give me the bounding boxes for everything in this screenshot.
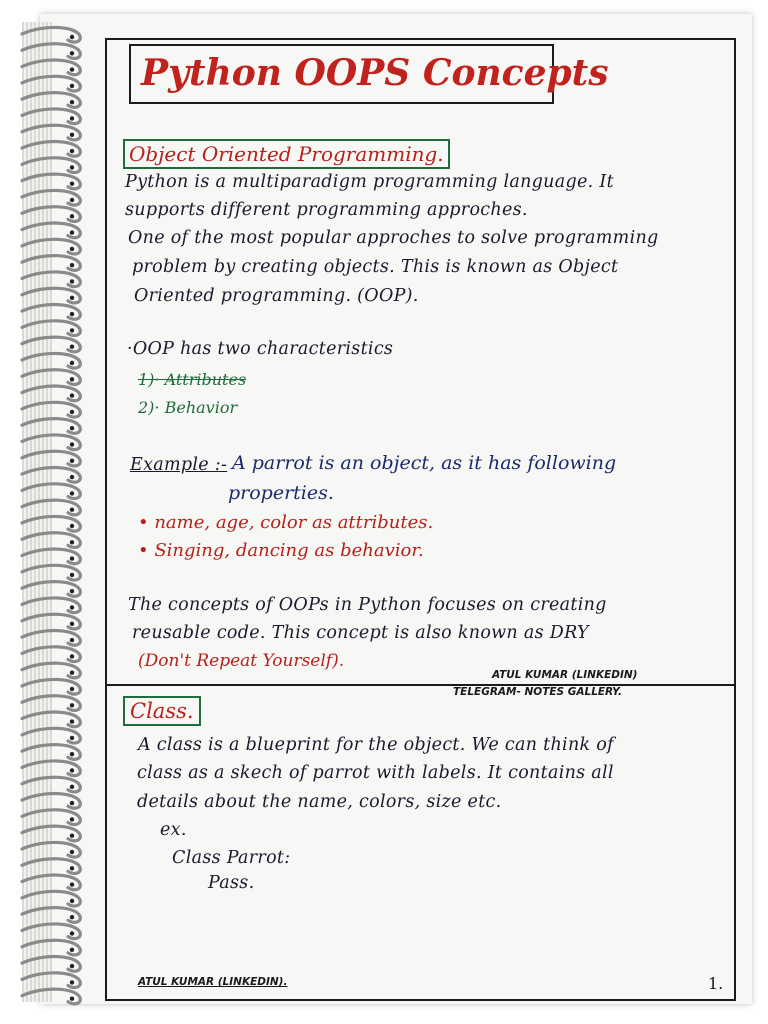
binding-hole [70, 817, 74, 821]
ex-label: ex. [160, 820, 187, 840]
spiral-coil [22, 158, 80, 173]
body-line: Python is a multiparadigm programming language. It [125, 172, 614, 192]
binding-hole [70, 882, 74, 886]
binding-hole [70, 442, 74, 446]
spiral-coil [22, 582, 80, 597]
binding-hole [70, 785, 74, 789]
spiral-coil [22, 93, 80, 108]
example-line: A parrot is an object, as it has following [232, 452, 617, 474]
spiral-coil [22, 826, 80, 841]
conclusion-line: reusable code. This concept is also known as DRY [132, 623, 589, 643]
binding-hole [70, 622, 74, 626]
binding-hole [70, 719, 74, 723]
spiral-coil [22, 696, 80, 711]
spiral-coil [22, 256, 80, 271]
spiral-coil [22, 533, 80, 548]
binding-hole [70, 752, 74, 756]
spiral-coil [22, 353, 80, 368]
binding-hole [70, 866, 74, 870]
binding-hole [70, 67, 74, 71]
binding-hole [70, 850, 74, 854]
spiral-coil [22, 957, 80, 972]
binding-hole [70, 980, 74, 984]
spiral-coil [22, 239, 80, 254]
binding-hole [70, 964, 74, 968]
dry-line: (Don't Repeat Yourself). [138, 651, 345, 671]
binding-hole [70, 459, 74, 463]
binding-hole [70, 899, 74, 903]
spiral-coil [22, 288, 80, 303]
binding-hole [70, 491, 74, 495]
page-number: 1. [708, 974, 724, 993]
binding-hole [70, 345, 74, 349]
spiral-coil [22, 940, 80, 955]
example-label: Example :- [130, 455, 228, 475]
binding-hole [70, 149, 74, 153]
spiral-coil [22, 973, 80, 988]
binding-hole [70, 230, 74, 234]
spiral-coil [22, 761, 80, 776]
binding-hole [70, 116, 74, 120]
binding-hole [70, 312, 74, 316]
binding-hole [70, 51, 74, 55]
spiral-coil [22, 516, 80, 531]
binding-hole [70, 133, 74, 137]
binding-hole [70, 508, 74, 512]
section-divider [105, 684, 736, 686]
spiral-coil [22, 305, 80, 320]
spiral-coil [22, 174, 80, 189]
conclusion-line: The concepts of OOPs in Python focuses on creating [128, 595, 607, 615]
binding-hole [70, 393, 74, 397]
spiral-coil [22, 337, 80, 352]
binding-hole [70, 165, 74, 169]
binding-hole [70, 426, 74, 430]
characteristics-intro: ·OOP has two characteristics [127, 339, 394, 359]
spiral-coil [22, 631, 80, 646]
binding-hole [70, 997, 74, 1001]
spiral-coil [22, 549, 80, 564]
spiral-binding [14, 20, 94, 1010]
spiral-coil [22, 875, 80, 890]
spiral-coil [22, 207, 80, 222]
binding-hole [70, 198, 74, 202]
spiral-coil [22, 484, 80, 499]
spiral-coil [22, 451, 80, 466]
spiral-coil [22, 370, 80, 385]
binding-hole [70, 35, 74, 39]
spiral-coil [22, 223, 80, 238]
bullet-item: • Singing, dancing as behavior. [138, 540, 424, 561]
spiral-coil [22, 272, 80, 287]
binding-hole [70, 703, 74, 707]
binding-hole [70, 296, 74, 300]
bullet-item: • name, age, color as attributes. [138, 512, 434, 533]
binding-hole [70, 247, 74, 251]
section-heading-class: Class. [123, 696, 201, 726]
spiral-coil [22, 842, 80, 857]
spiral-coil [22, 794, 80, 809]
body-line: Oriented programming. (OOP). [134, 286, 419, 306]
spiral-coil [22, 777, 80, 792]
spiral-coil [22, 810, 80, 825]
code-line: Class Parrot: [172, 848, 291, 868]
spiral-coil [22, 468, 80, 483]
spiral-coil [22, 321, 80, 336]
spiral-coil [22, 60, 80, 75]
spiral-coil [22, 663, 80, 678]
spiral-coil [22, 598, 80, 613]
spiral-coil [22, 989, 80, 1004]
spiral-coil [22, 142, 80, 157]
spiral-coil [22, 402, 80, 417]
binding-hole [70, 475, 74, 479]
spiral-coil [22, 44, 80, 59]
characteristic-item: 2)· Behavior [138, 398, 238, 417]
binding-hole [70, 638, 74, 642]
binding-hole [70, 524, 74, 528]
binding-hole [70, 605, 74, 609]
spiral-coil [22, 27, 80, 42]
credit-telegram: TELEGRAM- NOTES GALLERY. [453, 686, 623, 698]
binding-hole [70, 931, 74, 935]
body-line: problem by creating objects. This is known as Object [132, 257, 619, 277]
spiral-coil [22, 712, 80, 727]
binding-hole [70, 361, 74, 365]
binding-hole [70, 948, 74, 952]
binding-hole [70, 654, 74, 658]
binding-hole [70, 214, 74, 218]
footer-credit: ATUL KUMAR (LINKEDIN). [138, 976, 288, 988]
binding-hole [70, 263, 74, 267]
spiral-coil [22, 745, 80, 760]
spiral-coil [22, 924, 80, 939]
binding-hole [70, 377, 74, 381]
spiral-coil [22, 679, 80, 694]
body-line: supports different programming approches. [125, 200, 528, 220]
binding-hole [70, 328, 74, 332]
spiral-coil [22, 565, 80, 580]
class-body-line: details about the name, colors, size etc. [137, 792, 502, 812]
spiral-coil [22, 109, 80, 124]
binding-hole [70, 915, 74, 919]
class-body-line: class as a skech of parrot with labels. It contains all [137, 763, 614, 783]
spiral-coil [22, 908, 80, 923]
spiral-coil [22, 859, 80, 874]
binding-hole [70, 279, 74, 283]
binding-hole [70, 84, 74, 88]
binding-hole [70, 573, 74, 577]
binding-hole [70, 768, 74, 772]
binding-hole [70, 540, 74, 544]
class-body-line: A class is a blueprint for the object. We can think of [138, 735, 614, 755]
title-box [129, 44, 609, 104]
section-heading-oop: Object Oriented Programming. [123, 139, 450, 169]
spiral-coil [22, 419, 80, 434]
spiral-coil [22, 76, 80, 91]
spiral-coil [22, 500, 80, 515]
code-line: Pass. [208, 873, 255, 893]
binding-hole [70, 589, 74, 593]
binding-hole [70, 556, 74, 560]
spiral-coil [22, 125, 80, 140]
binding-hole [70, 671, 74, 675]
spiral-coil [22, 386, 80, 401]
spiral-coil [22, 614, 80, 629]
page-title: Python OOPS Concepts [141, 52, 609, 94]
binding-hole [70, 736, 74, 740]
binding-hole [70, 182, 74, 186]
spiral-coil [22, 647, 80, 662]
spiral-coil [22, 435, 80, 450]
spiral-coil [22, 190, 80, 205]
body-line: One of the most popular approches to solve programming [128, 228, 659, 248]
spiral-coil [22, 891, 80, 906]
binding-hole [70, 100, 74, 104]
characteristic-item: 1)· Attributes [138, 370, 247, 389]
binding-hole [70, 834, 74, 838]
credit-linkedin: ATUL KUMAR (LINKEDIN) [492, 669, 638, 681]
binding-hole [70, 687, 74, 691]
example-line: properties. [228, 482, 334, 504]
spiral-coil [22, 728, 80, 743]
binding-hole [70, 410, 74, 414]
binding-hole [70, 801, 74, 805]
